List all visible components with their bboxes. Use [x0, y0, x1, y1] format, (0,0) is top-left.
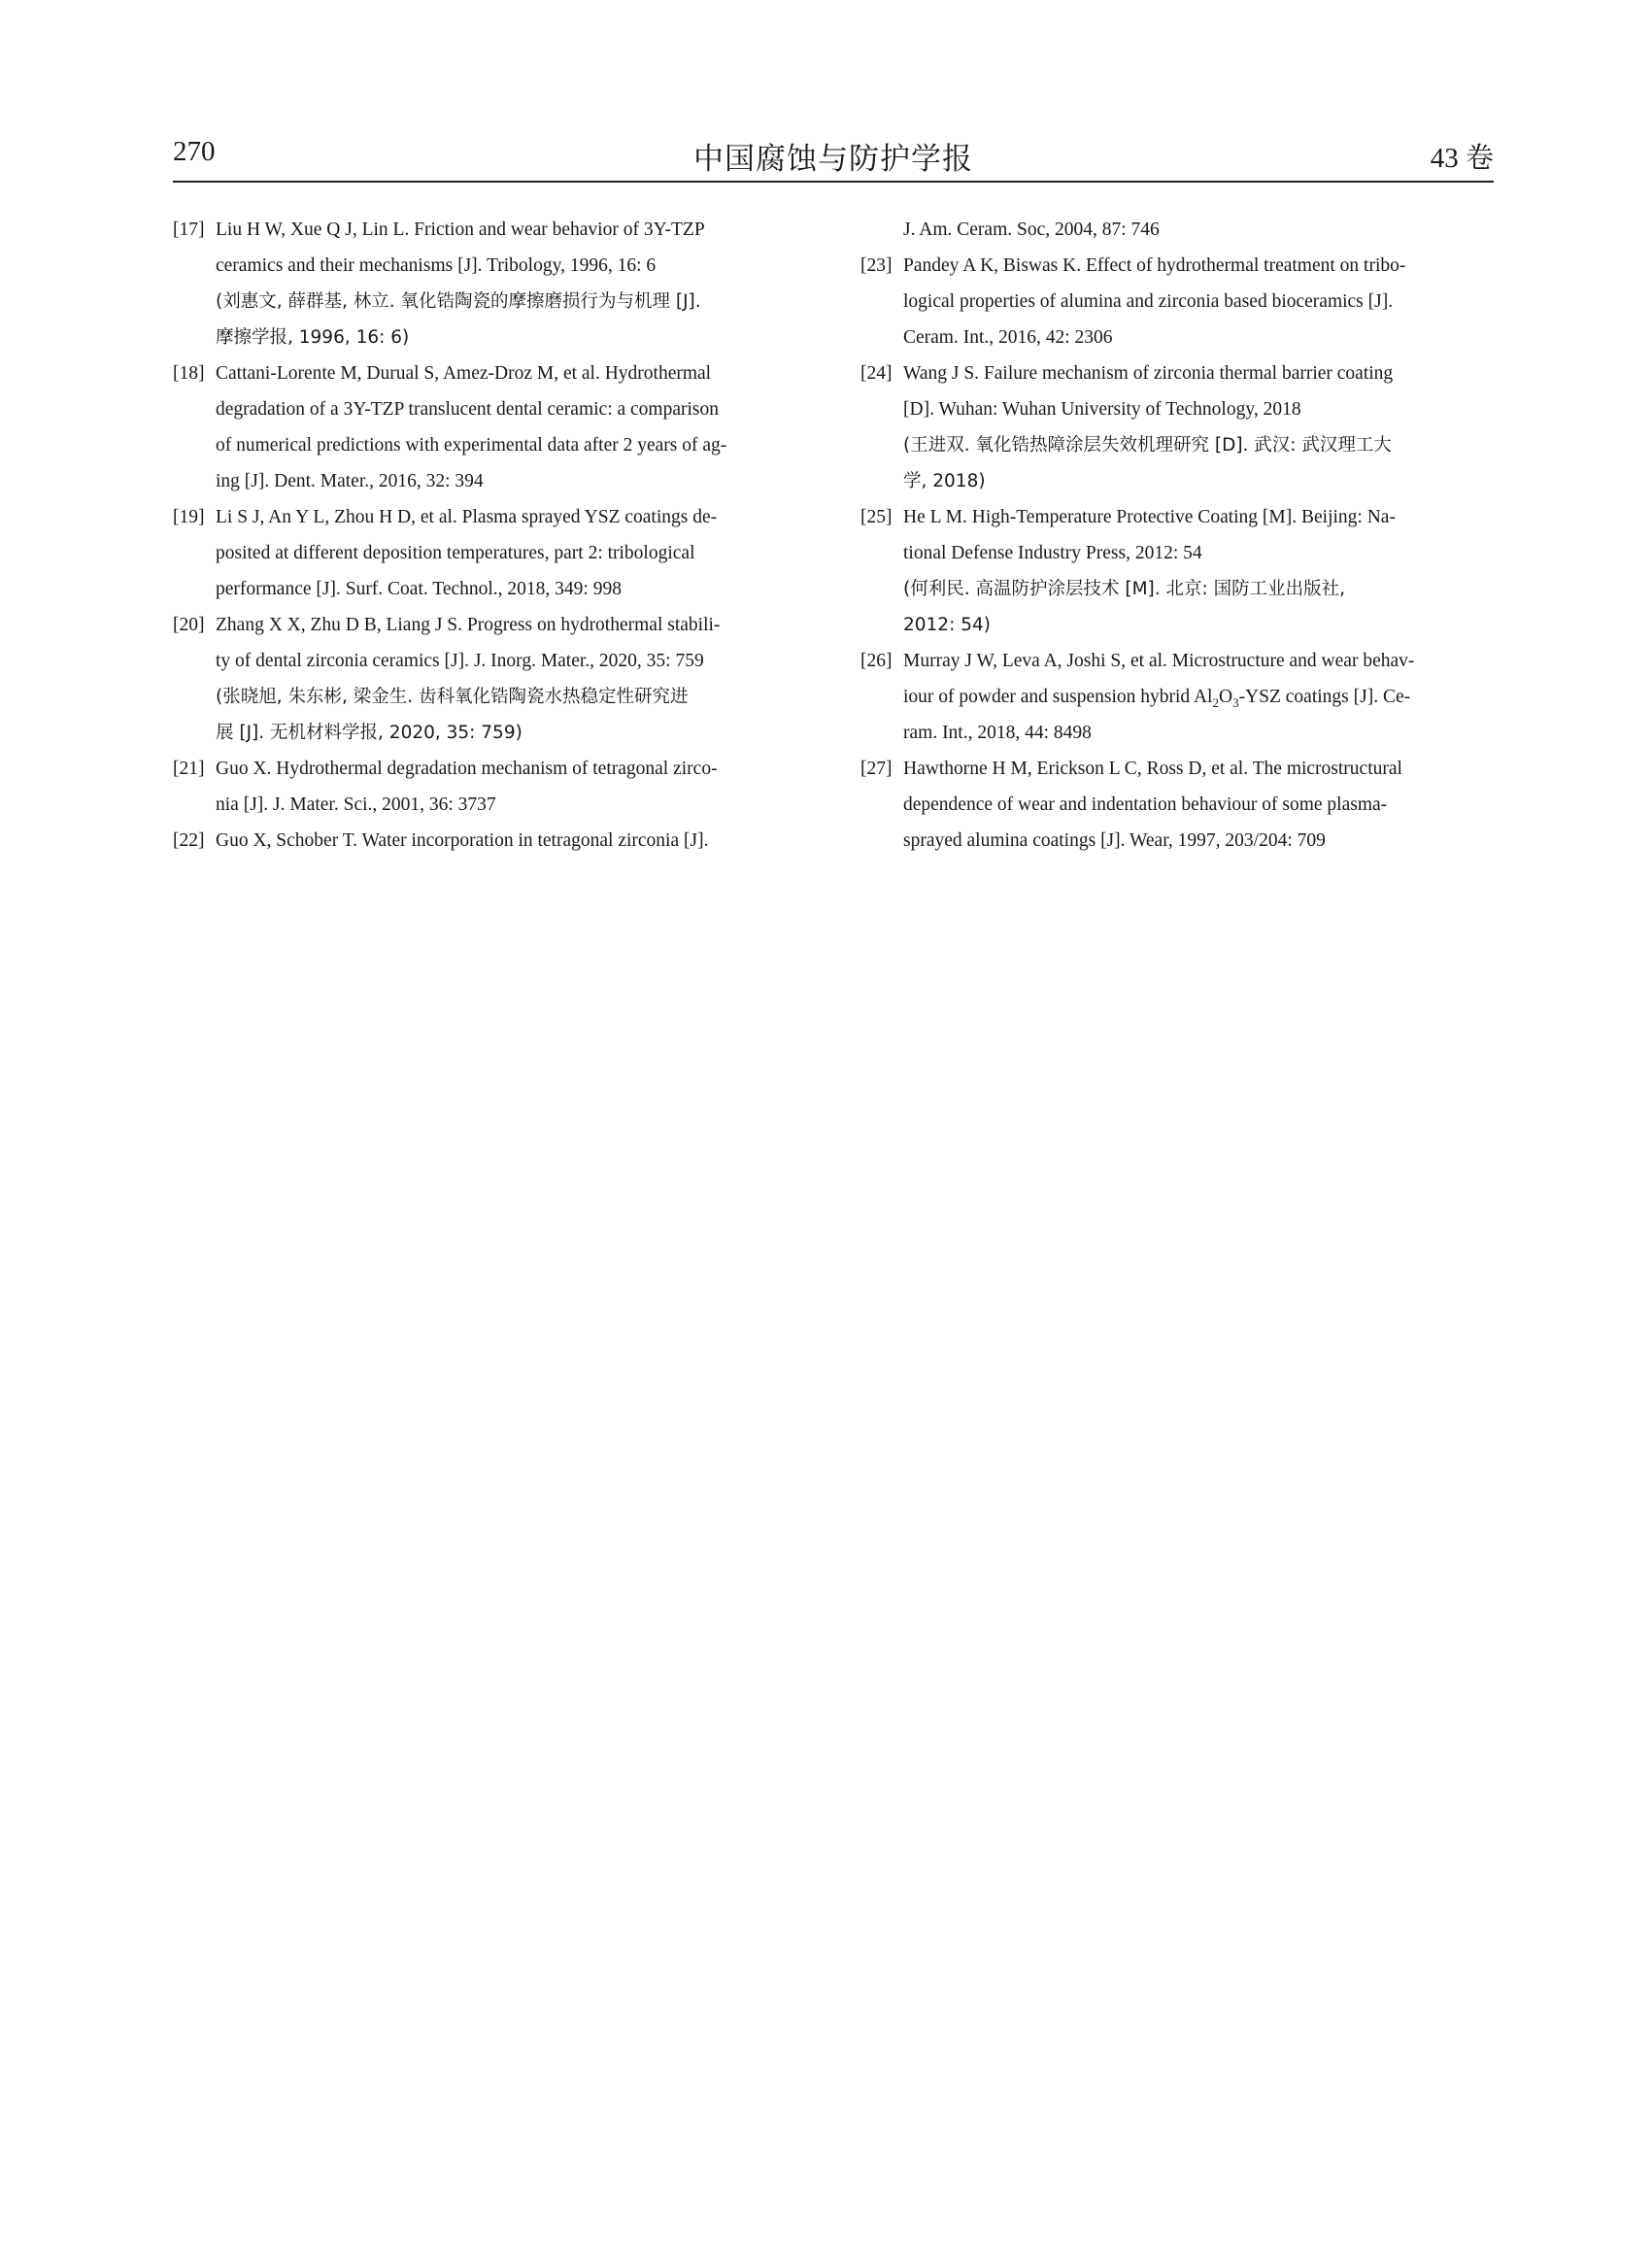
reference-22-continuation: J. Am. Ceram. Soc, 2004, 87: 746	[903, 220, 1160, 240]
subscript: 2	[1212, 694, 1219, 710]
reference-chinese-line: (何利民. 高温防护涂层技术 [M]. 北京: 国防工业出版社,	[903, 579, 1346, 599]
reference-number: [21]	[173, 759, 205, 779]
references-right-column	[860, 212, 1494, 859]
reference-number: [24]	[860, 363, 893, 384]
volume-label: 43 卷	[1430, 143, 1494, 174]
reference-number: [23]	[860, 255, 893, 276]
reference-text-line: ty of dental zirconia ceramics [J]. J. Inorg. Mater., 2020, 35: 759	[216, 651, 704, 671]
reference-number: [19]	[173, 507, 205, 527]
reference-number: [25]	[860, 507, 893, 527]
reference-text-line: Pandey A K, Biswas K. Effect of hydrothermal treatment on tribo-	[903, 255, 1406, 276]
reference-23	[860, 248, 1494, 355]
reference-text-line: sprayed alumina coatings [J]. Wear, 1997, 203/204: 709	[903, 830, 1326, 851]
reference-text-line: Hawthorne H M, Erickson L C, Ross D, et al. The microstructural	[903, 759, 1402, 779]
reference-text-line: Ceram. Int., 2016, 42: 2306	[903, 327, 1113, 348]
reference-text-line: of numerical predictions with experimental data after 2 years of ag-	[216, 435, 727, 456]
reference-text-line: Liu H W, Xue Q J, Lin L. Friction and wear behavior of 3Y-TZP	[216, 220, 705, 240]
reference-text-line: dependence of wear and indentation behaviour of some plasma-	[903, 794, 1388, 815]
reference-chinese-line: (刘惠文, 薛群基, 林立. 氧化锆陶瓷的摩擦磨损行为与机理 [J].	[216, 291, 701, 312]
reference-22	[173, 823, 806, 859]
reference-text-line: logical properties of alumina and zirconia based bioceramics [J].	[903, 291, 1394, 312]
journal-title: 中国腐蚀与防护学报	[693, 142, 973, 177]
reference-text-line: Zhang X X, Zhu D B, Liang J S. Progress on hydrothermal stabili-	[216, 615, 721, 635]
reference-21	[173, 751, 806, 823]
running-header	[173, 132, 1494, 183]
reference-text-line: Li S J, An Y L, Zhou H D, et al. Plasma sprayed YSZ coatings de-	[216, 507, 718, 527]
page-number: 270	[173, 136, 216, 167]
reference-number: [17]	[173, 220, 205, 240]
reference-number: [20]	[173, 615, 205, 635]
reference-chinese-line: 2012: 54)	[903, 615, 991, 635]
reference-text-line: posited at different deposition temperatures, part 2: tribological	[216, 543, 695, 563]
reference-19	[173, 499, 806, 607]
reference-text-line: Murray J W, Leva A, Joshi S, et al. Microstructure and wear behav-	[903, 651, 1415, 671]
reference-25	[860, 499, 1494, 643]
subscript: 3	[1232, 694, 1239, 710]
reference-chinese-line: (张晓旭, 朱东彬, 梁金生. 齿科氧化锆陶瓷水热稳定性研究进	[216, 687, 689, 707]
reference-text-line: Guo X, Schober T. Water incorporation in tetragonal zirconia [J].	[216, 830, 709, 851]
reference-text-line: nia [J]. J. Mater. Sci., 2001, 36: 3737	[216, 794, 496, 815]
reference-text-line: ing [J]. Dent. Mater., 2016, 32: 394	[216, 471, 484, 491]
formula-text: O	[1218, 687, 1233, 707]
reference-text-line: degradation of a 3Y-TZP translucent dental ceramic: a comparison	[216, 399, 719, 420]
reference-text-line: Guo X. Hydrothermal degradation mechanism of tetragonal zirco-	[216, 759, 718, 779]
reference-24	[860, 355, 1494, 499]
formula-text: -YSZ coatings [J]. Ce-	[1238, 687, 1411, 707]
reference-chinese-line: 学, 2018)	[903, 471, 986, 491]
reference-number: [27]	[860, 759, 893, 779]
reference-chinese-line: 摩擦学报, 1996, 16: 6)	[216, 327, 410, 348]
reference-number: [26]	[860, 651, 893, 671]
reference-17	[173, 212, 806, 355]
reference-27	[860, 751, 1494, 859]
reference-26	[860, 643, 1494, 751]
reference-number: [22]	[173, 830, 205, 851]
reference-text-line: performance [J]. Surf. Coat. Technol., 2018, 349: 998	[216, 579, 622, 599]
formula-text: iour of powder and suspension hybrid Al	[903, 687, 1213, 707]
reference-chinese-line: 展 [J]. 无机材料学报, 2020, 35: 759)	[216, 723, 523, 743]
reference-text-line: Wang J S. Failure mechanism of zirconia thermal barrier coating	[903, 363, 1394, 384]
reference-text-line: ceramics and their mechanisms [J]. Tribology, 1996, 16: 6	[216, 255, 657, 276]
reference-text-line: He L M. High-Temperature Protective Coating [M]. Beijing: Na-	[903, 507, 1396, 527]
reference-text-line: ram. Int., 2018, 44: 8498	[903, 723, 1092, 743]
reference-text-line: tional Defense Industry Press, 2012: 54	[903, 543, 1202, 563]
reference-text-line: [D]. Wuhan: Wuhan University of Technology, 2018	[903, 399, 1301, 420]
reference-chinese-line: (王进双. 氧化锆热障涂层失效机理研究 [D]. 武汉: 武汉理工大	[903, 435, 1392, 456]
reference-text-line-with-formula	[903, 679, 1494, 715]
reference-number: [18]	[173, 363, 205, 384]
reference-18	[173, 355, 806, 499]
reference-text-line: Cattani-Lorente M, Durual S, Amez-Droz M, et al. Hydrothermal	[216, 363, 712, 384]
reference-20	[173, 607, 806, 751]
references-left-column	[173, 212, 806, 859]
